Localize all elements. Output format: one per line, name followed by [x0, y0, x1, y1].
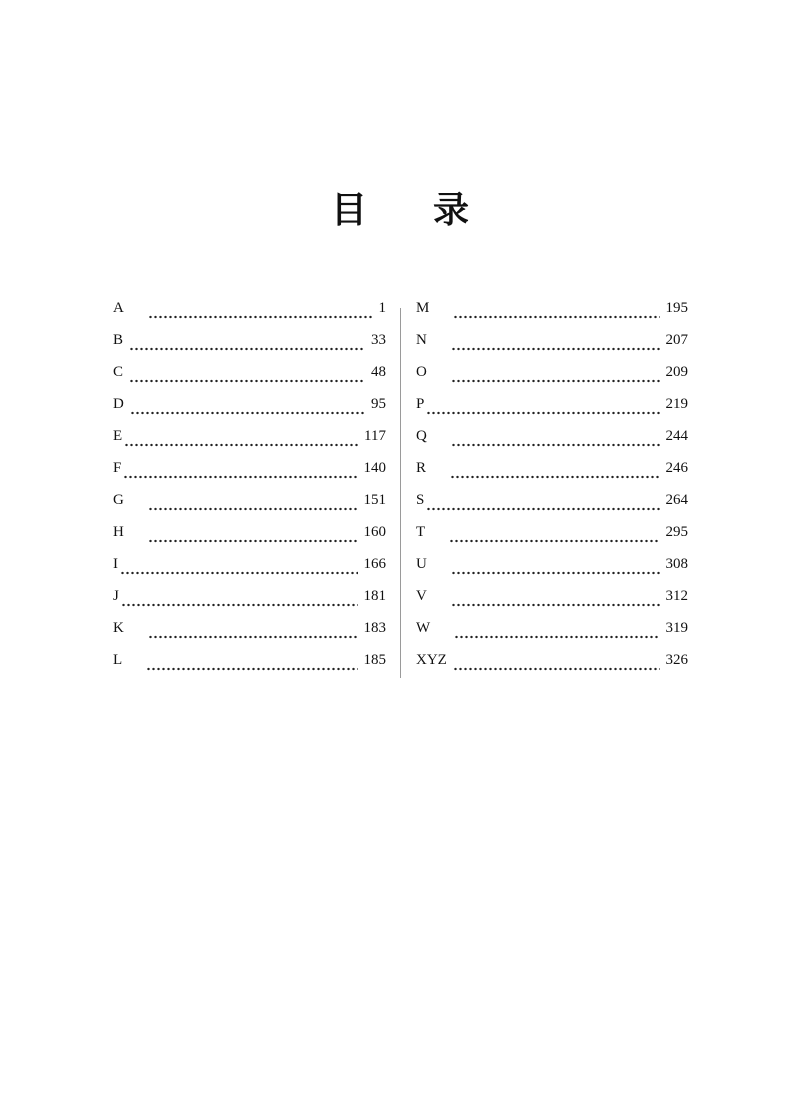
toc-entry-j[interactable]: J 181 — [113, 588, 386, 620]
dot-leader — [454, 634, 659, 640]
toc-entry-e[interactable]: E 117 — [113, 428, 386, 460]
toc-entry-a[interactable]: A 1 — [113, 300, 386, 332]
toc-entry-l[interactable]: L 185 — [113, 652, 386, 684]
dot-leader — [451, 602, 660, 608]
toc-entry-xyz[interactable]: XYZ 326 — [416, 652, 688, 684]
toc-entry-h[interactable]: H 160 — [113, 524, 386, 556]
toc-entry-c[interactable]: C 48 — [113, 364, 386, 396]
dot-leader — [129, 346, 365, 352]
dot-leader — [129, 378, 365, 384]
toc-entry-q[interactable]: Q 244 — [416, 428, 688, 460]
dot-leader — [124, 442, 358, 448]
dot-leader — [426, 410, 659, 416]
dot-leader — [426, 506, 659, 512]
toc-entry-b[interactable]: B 33 — [113, 332, 386, 364]
dot-leader — [451, 442, 660, 448]
toc-entry-u[interactable]: U 308 — [416, 556, 688, 588]
dot-leader — [451, 570, 660, 576]
toc-entry-i[interactable]: I 166 — [113, 556, 386, 588]
title-char-1: 目 — [330, 190, 367, 231]
toc-right-column — [416, 300, 688, 684]
title-char-2: 录 — [433, 190, 470, 231]
dot-leader — [449, 538, 659, 544]
toc-entry-n[interactable]: N 207 — [416, 332, 688, 364]
dot-leader — [121, 602, 358, 608]
toc-entry-d[interactable]: D 95 — [113, 396, 386, 428]
toc-entry-t[interactable]: T 295 — [416, 524, 688, 556]
toc-entry-g[interactable]: G 151 — [113, 492, 386, 524]
dot-leader — [148, 506, 358, 512]
dot-leader — [146, 666, 357, 672]
dot-leader — [148, 634, 358, 640]
toc-entry-r[interactable]: R 246 — [416, 460, 688, 492]
dot-leader — [453, 314, 659, 320]
toc-entry-k[interactable]: K 183 — [113, 620, 386, 652]
dot-leader — [148, 538, 358, 544]
toc-entry-w[interactable]: W 319 — [416, 620, 688, 652]
dot-leader — [451, 378, 660, 384]
toc-entry-m[interactable]: M 195 — [416, 300, 688, 332]
toc-entry-v[interactable]: V 312 — [416, 588, 688, 620]
toc-entry-p[interactable]: P 219 — [416, 396, 688, 428]
dot-leader — [451, 346, 660, 352]
toc-entry-o[interactable]: O 209 — [416, 364, 688, 396]
toc-entry-f[interactable]: F 140 — [113, 460, 386, 492]
toc-entry-s[interactable]: S 264 — [416, 492, 688, 524]
dot-leader — [450, 474, 659, 480]
column-divider — [400, 308, 401, 678]
dot-leader — [123, 474, 357, 480]
dot-leader — [148, 314, 373, 320]
page-title — [0, 182, 800, 233]
toc-left-column — [113, 300, 386, 684]
dot-leader — [130, 410, 365, 416]
dot-leader — [120, 570, 358, 576]
dot-leader — [453, 666, 660, 672]
